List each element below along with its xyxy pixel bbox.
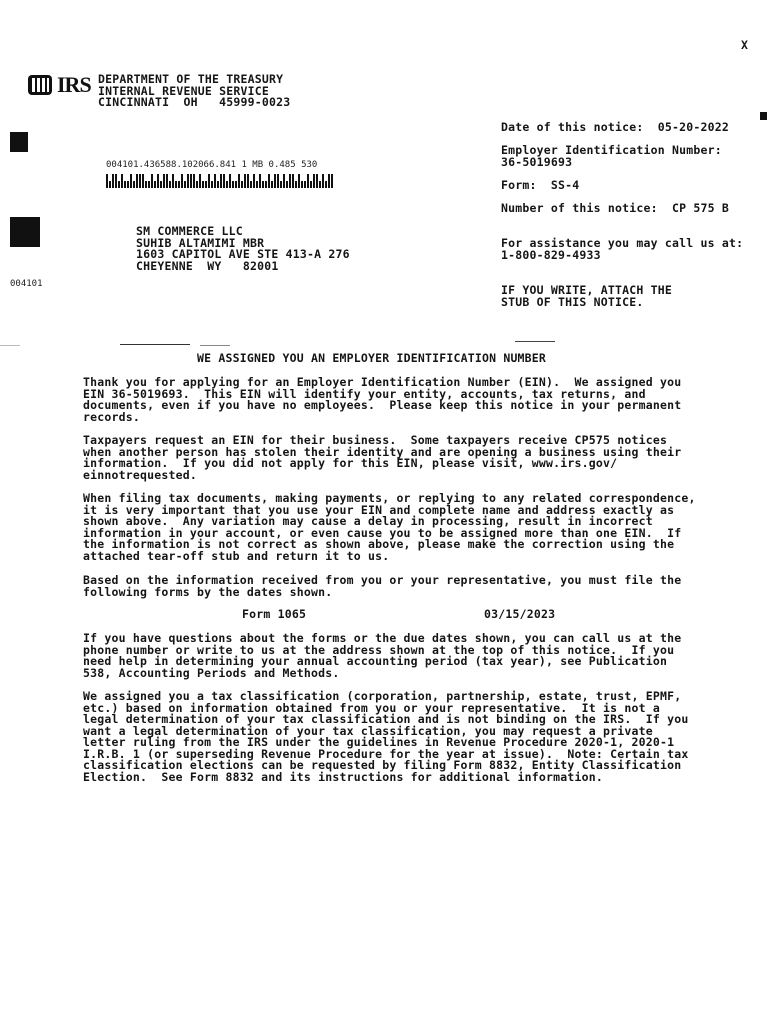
barcode-bar [160,181,162,188]
notice-number-value: CP 575 B [671,201,729,215]
paragraph-tax-classification [83,691,743,783]
notice-date [501,122,729,134]
tracking-line: 004101.436588.102066.841 1 MB 0.485 530 [106,160,318,170]
paragraph-line: If you have questions about the forms or the due dates shown, you can call us at the [83,631,682,645]
barcode-bar [124,181,126,188]
barcode-bar [142,174,144,188]
paragraph-line: want a legal determination of your tax classification, you may request a private [83,723,653,738]
form-value: SS-4 [550,178,580,192]
paragraph-line: Election. See Form 8832 and its instructions for additional information. [83,769,604,784]
write-note-line: STUB OF THIS NOTICE. [501,294,644,309]
paragraph-line: etc.) based on information obtained from you or your representative. It is not a [83,700,661,715]
barcode-bar [145,181,147,188]
barcode-bar [118,181,120,188]
paragraph-line: Based on the information received from you or your representative, you must file the [83,573,682,587]
barcode-bar [157,174,159,188]
agency-line: DEPARTMENT OF THE TREASURY [98,72,284,86]
paragraph-line: attached tear-off stub and return it to us. [83,548,390,563]
barcode-bar [241,181,243,188]
barcode-bar [307,174,309,188]
paragraph-line: legal determination of your tax classification and is not binding on the IRS. If you [83,712,689,726]
barcode-bar [196,181,198,188]
barcode-bar [262,181,264,188]
tear-line [200,345,230,346]
recipient-address [136,226,350,272]
barcode-bar [322,174,324,188]
barcode-bar [151,174,153,188]
barcode-bar [211,181,213,188]
paragraph-line: documents, even if you have no employees. Please keep this notice in your permanent [83,398,682,412]
form-field [501,180,579,192]
barcode-bar [208,174,210,188]
barcode-bar [256,181,258,188]
barcode-bar [328,174,330,188]
paragraph-line: I.R.B. 1 (or superseding Revenue Procedure for the year at issue). Note: Certain tax [83,746,689,761]
barcode-bar [181,174,183,188]
agency-line: INTERNAL REVENUE SERVICE [98,83,269,98]
paragraph-line: EIN 36-5019693. This EIN will identify your entity, accounts, tax returns, and [83,386,646,401]
barcode-bar [166,174,168,188]
barcode-bar [295,181,297,188]
recipient-line: SM COMMERCE LLC [136,224,243,238]
irs-eagle-logo-icon [26,72,54,98]
assistance-label: For assistance you may call us at: [501,236,744,250]
postal-barcode [106,174,333,188]
barcode-bar [265,181,267,188]
barcode-bar [121,174,123,188]
paragraph-line: following forms by the dates shown. [83,584,333,599]
barcode-bar [232,181,234,188]
paragraph-line: phone number or write to us at the address shown at the top of this notice. If you [83,642,675,657]
paragraph-ein-assigned [83,377,743,423]
assistance-block [501,238,743,261]
barcode-bar [115,174,117,188]
ein-label: Employer Identification Number: [501,143,722,157]
notice-date-label: Date of this notice: [501,120,644,134]
marker-square [760,112,767,120]
form-due-name: Form 1065 [242,607,307,621]
paragraph-line: need help in determining your annual accounting period (tax year), see Publication [83,654,668,668]
form-due-date: 03/15/2023 [484,607,556,621]
barcode-bar [238,174,240,188]
barcode-bar [139,174,141,188]
barcode-bar [298,174,300,188]
barcode-bar [331,174,333,188]
barcode-bar [274,174,276,188]
paragraph-line: 538, Accounting Periods and Methods. [83,665,340,680]
barcode-bar [223,174,225,188]
paragraph-line: classification elections can be requested by filing Form 8832, Entity Classification [83,758,682,772]
barcode-bar [136,174,138,188]
barcode-bar [325,181,327,188]
barcode-bar [148,181,150,188]
paragraph-line: When filing tax documents, making payments, or replying to any related correspondence, [83,491,696,505]
paragraph-line: shown above. Any variation may cause a delay in processing, result in incorrect [83,514,653,528]
agency-line: CINCINNATI OH 45999-0023 [98,95,291,109]
notice-date-value: 05-20-2022 [657,120,729,134]
barcode-bar [220,174,222,188]
barcode-bar [163,174,165,188]
barcode-bar [277,174,279,188]
paragraph-line: when another person has stolen their identity and are opening a business using their [83,444,682,459]
paragraph-line: the information is not correct as shown above, please make the correction using the [83,537,675,551]
barcode-bar [313,174,315,188]
write-note [501,285,672,308]
barcode-bar [199,174,201,188]
paragraph-line: letter ruling from the IRS under the guidelines in Revenue Procedure 2020-1, 2020-1 [83,735,675,749]
irs-logo-text: IRS [57,72,91,97]
ein-value: 36-5019693 [501,154,573,169]
paragraph-line: We assigned you a tax classification (corporation, partnership, estate, trust, EPMF, [83,689,682,703]
barcode-bar [109,181,111,188]
write-note-line: IF YOU WRITE, ATTACH THE [501,283,672,297]
barcode-bar [190,174,192,188]
barcode-bar [280,181,282,188]
barcode-bar [112,174,114,188]
barcode-bar [178,181,180,188]
recipient-line: SUHIB ALTAMIMI MBR [136,235,265,250]
paragraph-line: it is very important that you use your EIN and complete name and address exactly as [83,502,675,517]
barcode-bar [286,181,288,188]
barcode-bar [319,181,321,188]
barcode-bar [154,181,156,188]
paragraph-use-ein [83,493,743,562]
page-title: WE ASSIGNED YOU AN EMPLOYER IDENTIFICATION NUMBER [197,351,547,365]
barcode-bar [253,174,255,188]
barcode-bar [244,174,246,188]
barcode-bar [127,181,129,188]
barcode-bar [214,174,216,188]
barcode-bar [259,174,261,188]
barcode-bar [187,174,189,188]
barcode-bar [205,181,207,188]
paragraph-line: Taxpayers request an EIN for their business. Some taxpayers receive CP575 notices [83,433,668,447]
small-2d-code [10,132,28,152]
paragraph-forms-required [83,575,743,598]
barcode-bar [289,174,291,188]
barcode-bar [106,174,108,188]
barcode-bar [310,181,312,188]
datamatrix-code [10,217,40,247]
agency-address [98,74,290,109]
barcode-bar [292,174,294,188]
paragraph-identity-theft [83,435,743,481]
barcode-bar [271,181,273,188]
barcode-bar [229,174,231,188]
form-label: Form: [501,178,537,192]
paragraph-questions [83,633,743,679]
paragraph-line: records. [83,409,140,424]
paragraph-line: Thank you for applying for an Employer Identification Number (EIN). We assigned you [83,375,682,389]
barcode-bar [169,181,171,188]
barcode-bar [304,181,306,188]
paragraph-line: information in your account, or even cause you to be assigned more than one EIN. If [83,525,682,540]
barcode-bar [268,174,270,188]
barcode-bar [301,181,303,188]
barcode-bar [172,174,174,188]
tear-line [0,345,20,346]
tear-line [515,341,555,342]
recipient-line: 1603 CAPITOL AVE STE 413-A 276 [136,247,350,261]
barcode-bar [226,181,228,188]
barcode-bar [133,181,135,188]
tear-line [120,344,190,345]
barcode-bar [247,174,249,188]
recipient-line: CHEYENNE WY 82001 [136,258,279,273]
barcode-bar [250,181,252,188]
barcode-bar [217,181,219,188]
barcode-bar [283,174,285,188]
barcode-bar [316,174,318,188]
barcode-bar [235,181,237,188]
barcode-bar [175,181,177,188]
notice-number-label: Number of this notice: [501,201,658,215]
barcode-bar [184,181,186,188]
ein-block [501,145,722,168]
side-code: 004101 [10,279,43,289]
barcode-bar [130,174,132,188]
paragraph-line: einnotrequested. [83,467,197,482]
notice-number [501,203,729,215]
assistance-phone: 1-800-829-4933 [501,247,601,262]
barcode-bar [193,174,195,188]
paragraph-line: information. If you did not apply for this EIN, please visit, www.irs.gov/ [83,456,618,470]
barcode-bar [202,181,204,188]
close-mark: X [741,38,749,52]
